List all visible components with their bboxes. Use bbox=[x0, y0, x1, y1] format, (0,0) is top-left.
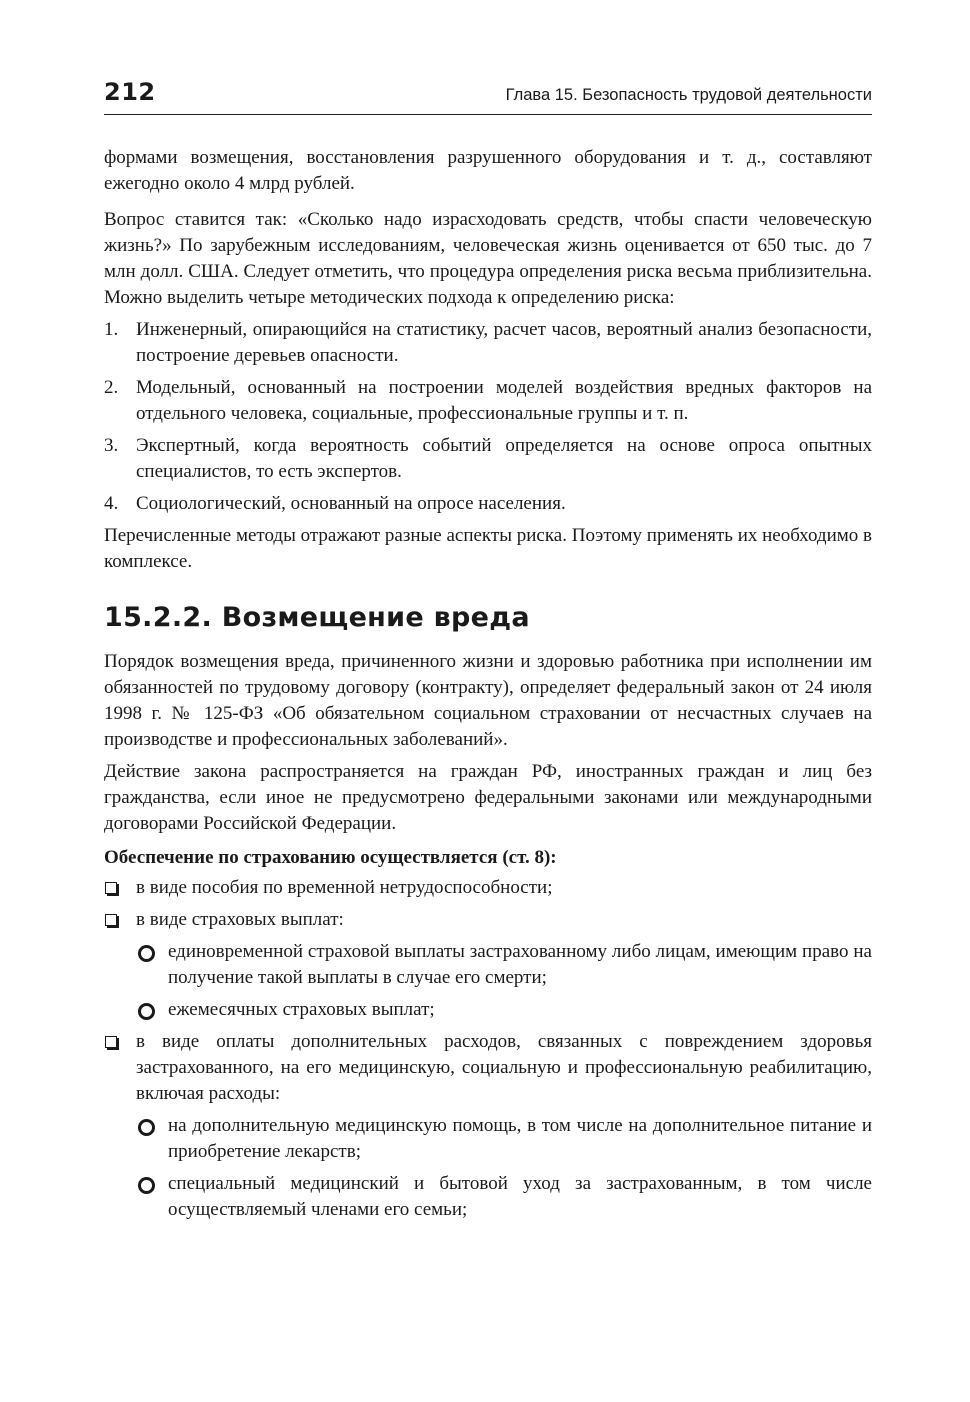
list-item-text: Социологический, основанный на опросе населения. bbox=[136, 493, 566, 514]
paragraph: Порядок возмещения вреда, причиненного жизни и здоровью работника при исполнении им обязанностей по трудовому договору (контракту), определяет федеральный закон от 24 июля 1998 г. № 125-ФЗ «Об обязательном социальном страховании от несчастных случаев на производстве и профессиональных заболеваний». bbox=[104, 651, 872, 750]
list-item-number: 3. bbox=[104, 435, 119, 456]
list-item bbox=[104, 375, 872, 427]
list-item-number: 4. bbox=[104, 493, 119, 514]
sub-list-item bbox=[136, 939, 872, 991]
list-item-text: Модельный, основанный на построении моделей воздействия вредных факторов на отдельного человека, социальные, профессиональные группы и т. п. bbox=[136, 377, 872, 424]
list-item bbox=[104, 875, 872, 901]
page-body bbox=[104, 145, 872, 1223]
running-head: Глава 15. Безопасность трудовой деятельности bbox=[505, 86, 872, 104]
list-item-number: 2. bbox=[104, 377, 119, 398]
list-item-number: 1. bbox=[104, 319, 119, 340]
circle-bullet-icon bbox=[138, 1177, 155, 1194]
list-item bbox=[104, 1029, 872, 1223]
circle-bullet-icon bbox=[138, 1119, 155, 1136]
bold-lead-in: Обеспечение по страхованию осуществляется (ст. 8): bbox=[104, 847, 557, 868]
book-page bbox=[104, 70, 872, 1229]
list-item-text: в виде страховых выплат: bbox=[136, 909, 344, 930]
circle-bullet-icon bbox=[138, 945, 155, 962]
sub-list-item-text: единовременной страховой выплаты застрахованному либо лицам, имеющим право на получение такой выплаты в случае его смерти; bbox=[168, 941, 872, 988]
list-item-text: в виде оплаты дополнительных расходов, связанных с повреждением здоровья застрахованного, на его медицинскую, социальную и профессиональную реабилитацию, включая расходы: bbox=[136, 1031, 872, 1104]
list-item bbox=[104, 433, 872, 485]
list-item-text: в виде пособия по временной нетрудоспособности; bbox=[136, 877, 553, 898]
square-bullet-icon bbox=[105, 882, 117, 894]
sub-list-item-text: специальный медицинский и бытовой уход за застрахованным, в том числе осуществляемый членами его семьи; bbox=[168, 1173, 872, 1220]
square-bullet-icon bbox=[105, 1036, 117, 1048]
list-item-text: Инженерный, опирающийся на статистику, расчет часов, вероятный анализ безопасности, построение деревьев опасности. bbox=[136, 319, 872, 366]
sub-list bbox=[136, 1113, 872, 1223]
sub-list-item bbox=[136, 1113, 872, 1165]
sub-list-item-text: на дополнительную медицинскую помощь, в том числе на дополнительное питание и приобретение лекарств; bbox=[168, 1115, 872, 1162]
circle-bullet-icon bbox=[138, 1003, 155, 1020]
sub-list-item-text: ежемесячных страховых выплат; bbox=[168, 999, 435, 1020]
list-item-text: Экспертный, когда вероятность событий определяется на основе опроса опытных специалистов, то есть экспертов. bbox=[136, 435, 872, 482]
risk-methods-list bbox=[104, 317, 872, 517]
list-item bbox=[104, 907, 872, 1023]
page-number: 212 bbox=[104, 78, 156, 106]
list-item bbox=[104, 491, 872, 517]
insurance-provision-list bbox=[104, 875, 872, 1223]
paragraph: Действие закона распространяется на граждан РФ, иностранных граждан и лиц без гражданства, если иное не предусмотрено федеральными законами или международными договорами Российской Федерации. bbox=[104, 761, 872, 834]
sub-list bbox=[136, 939, 872, 1023]
square-bullet-icon bbox=[105, 914, 117, 926]
sub-list-item bbox=[136, 1171, 872, 1223]
paragraph: Перечисленные методы отражают разные аспекты риска. Поэтому применять их необходимо в комплексе. bbox=[104, 525, 872, 572]
sub-list-item bbox=[136, 997, 872, 1023]
page-header bbox=[104, 70, 872, 115]
paragraph: Вопрос ставится так: «Сколько надо израсходовать средств, чтобы спасти человеческую жизнь?» По зарубежным исследованиям, человеческая жизнь оценивается от 650 тыс. до 7 млн долл. США. Следует отметить, что процедура определения риска весьма приблизительна. Можно выделить четыре методических подхода к определению риска: bbox=[104, 209, 872, 308]
paragraph: формами возмещения, восстановления разрушенного оборудования и т. д., составляют ежегодно около 4 млрд рублей. bbox=[104, 147, 872, 194]
section-title: 15.2.2. Возмещение вреда bbox=[104, 602, 530, 633]
list-item bbox=[104, 317, 872, 369]
